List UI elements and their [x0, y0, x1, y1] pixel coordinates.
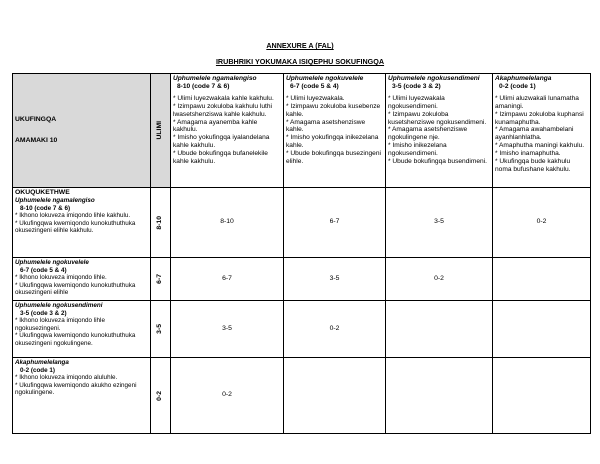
row-subtitle: 0-2 (code 1) — [20, 366, 55, 374]
column-title: Uphumelele ngamalengiso — [173, 75, 257, 82]
ukufingqa-label: UKUFINGQA — [15, 116, 57, 124]
score-cell — [386, 301, 493, 358]
score-cell: 6-7 — [284, 188, 386, 258]
row-score-band-label: 8-10 — [156, 215, 164, 230]
annex-title: ANNEXURE A (FAL) — [266, 41, 334, 50]
score-cell: 0-2 — [493, 188, 591, 258]
row-title: Akaphumelelanga — [15, 359, 69, 366]
row-criteria: * Ikhono lokuveza imiqondo aluluhle. * Ukufingqwa kwemiqondo akukho ezingeni ngokulingene. — [15, 374, 137, 397]
score-cell: 0-2 — [386, 258, 493, 301]
column-title: Uphumelele ngokusendimeni — [388, 75, 480, 82]
score-cell: 0-2 — [171, 358, 284, 434]
column-subtitle: 3-5 (code 3 & 2) — [392, 82, 441, 90]
column-title: Uphumelele ngokuvelele — [286, 75, 364, 82]
column-criteria: * Ulimi luyezwakala ngokusendimeni. * Izimpawu zokuloba kusetshenziswe ngokusendimeni. * Amagama asetshenziswe ngokulingene nje. * Imisho inikezelana ngokusendimeni. * Ubude bokufingqa busendimeni. — [388, 94, 487, 166]
row-criteria: * Ikhono lokuveza imiqondo lihle ngokusezingeni. * Ukufingqwa kwemiqondo kunokuthuthuka okusezingeni ngokulingene. — [15, 317, 136, 347]
column-header — [171, 74, 284, 188]
ulimi-label: ULIMI — [156, 121, 164, 140]
column-criteria: * Ulimi aluzwakali lunamatha amaningi. * Izimpawu zokuloba kuphansi kunamaphutha. * Amagama awahambelani ayanhlanhlatha. * Amaphutha maningi kakhulu. * Imisho inamaphutha. * Ukufingqa bude kakhulu noma bufushane kakhulu. — [495, 94, 585, 173]
score-cell — [386, 358, 493, 434]
rubric-table — [12, 73, 591, 434]
row-label-cell — [13, 301, 151, 358]
okuqukethwe-label: OKUQUKETHWE — [15, 189, 70, 196]
row-criteria: * Ikhono lokuveza imiqondo lihle. * Ukufingqwa kwemiqondo kunokuthuthuka okusezingeni elihle — [15, 274, 136, 297]
corner-cell — [13, 74, 151, 188]
score-cell — [284, 358, 386, 434]
row-score-band — [151, 258, 171, 301]
table-row — [13, 301, 591, 358]
score-cell: 3-5 — [386, 188, 493, 258]
row-score-band — [151, 358, 171, 434]
ulimi-cell — [151, 74, 171, 188]
score-cell: 6-7 — [171, 258, 284, 301]
row-score-band — [151, 188, 171, 258]
row-title: Uphumelele ngamalengiso — [15, 197, 95, 205]
column-header — [386, 74, 493, 188]
column-title: Akaphumelelanga — [495, 75, 552, 82]
row-subtitle: 3-5 (code 3 & 2) — [20, 309, 67, 317]
column-subtitle: 0-2 (code 1) — [499, 82, 536, 90]
column-header — [284, 74, 386, 188]
rubric-title: IRUBHRIKI YOKUMAKA ISIQEPHU SOKUFINGQA — [215, 57, 385, 66]
row-score-band-label: 3-5 — [156, 324, 164, 334]
score-cell: 8-10 — [171, 188, 284, 258]
row-label-cell — [13, 358, 151, 434]
score-cell — [493, 301, 591, 358]
column-subtitle: 8-10 (code 7 & 6) — [177, 82, 230, 90]
row-label-cell — [13, 188, 151, 258]
table-row — [13, 188, 591, 258]
row-score-band-label: 0-2 — [156, 390, 164, 401]
amamaki-label: AMAMAKI 10 — [15, 136, 58, 144]
score-cell: 0-2 — [284, 301, 386, 358]
score-cell: 3-5 — [284, 258, 386, 301]
row-label-cell — [13, 258, 151, 301]
table-row — [13, 258, 591, 301]
row-criteria: * Ikhono lokuveza imiqondo lihle kakhulu. * Ukufingqwa kwemiqondo kunokuthuthuka okusezingeni elihle kakhulu. — [15, 212, 136, 235]
header-row — [13, 74, 591, 188]
row-subtitle: 8-10 (code 7 & 6) — [20, 204, 71, 212]
score-cell: 3-5 — [171, 301, 284, 358]
row-title: Uphumelele ngokusendimeni — [15, 302, 103, 309]
score-cell — [493, 358, 591, 434]
column-header — [493, 74, 591, 188]
column-criteria: * Ulimi luyezwakala. * Izimpawu zokuloba kusebenze kahle. * Amagama asetshenziswe kahle. * Imisho yokufingqa inikezelana kahle. * Ubude bokufingqa busezingeni elihle. — [286, 94, 381, 166]
row-score-band-label: 6-7 — [156, 274, 164, 284]
row-score-band — [151, 301, 171, 358]
column-subtitle: 6-7 (code 5 & 4) — [290, 82, 339, 90]
column-criteria: * Ulimi luyezwakala kahle kakhulu. * Izimpawu zokuloba kakhulu luthi lwasetshenziswa kahle kakhulu. * Amagama ayanemba kahle kakhulu. * Imisho yokufingqa iyalandelana kahle kakhulu. * Ubude bokufingqa bufanelekile kahle kakhulu. — [173, 94, 274, 166]
table-row — [13, 358, 591, 434]
row-title: Uphumelele ngokuvelele — [15, 259, 89, 266]
score-cell — [493, 258, 591, 301]
row-subtitle: 6-7 (code 5 & 4) — [20, 266, 67, 274]
